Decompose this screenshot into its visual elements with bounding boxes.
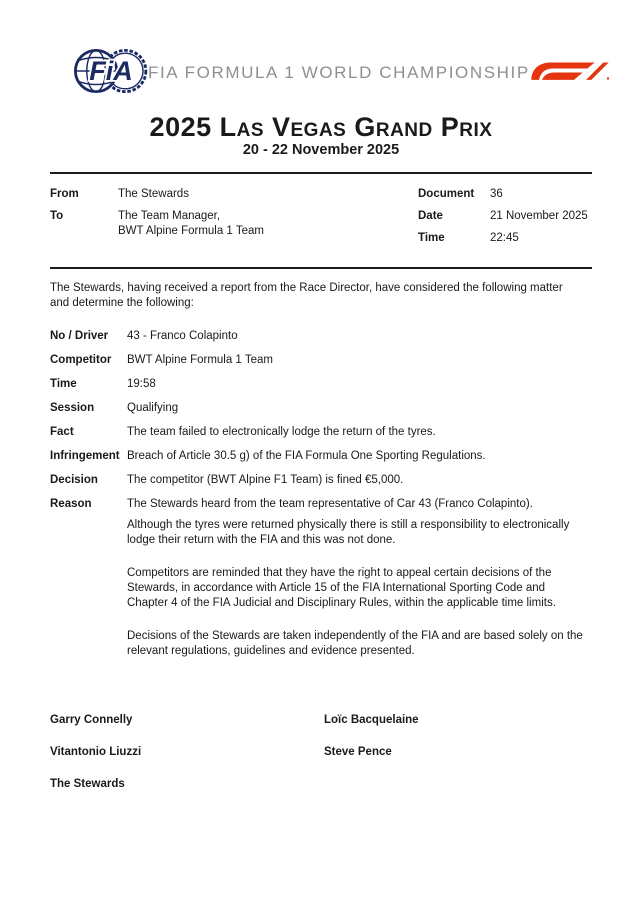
signature-collective: The Stewards — [50, 778, 125, 790]
date-label: Date — [418, 210, 443, 222]
detail-label: Fact — [50, 426, 74, 438]
decision-details — [50, 329, 592, 659]
detail-value: The team failed to electronically lodge the return of the tyres. — [127, 426, 436, 438]
signature-steward-1: Garry Connelly — [50, 714, 133, 726]
time-row — [418, 231, 592, 246]
meta-left-column — [50, 187, 418, 253]
detail-value: BWT Alpine Formula 1 Team — [127, 354, 273, 366]
signature-steward-4: Steve Pence — [324, 746, 392, 758]
independence-paragraph: Decisions of the Stewards are taken independently of the FIA and are based solely on the relevant regulations, guidelines and evidence presented. — [127, 630, 583, 657]
from-value: The Stewards — [118, 188, 189, 200]
event-title: 2025 Las Vegas Grand Prix — [149, 112, 493, 142]
fia-logo-icon — [74, 47, 148, 100]
appeal-rights-paragraph: Competitors are reminded that they have the right to appeal certain decisions of the Stewards, in accordance with Article 15 of the FIA International Sporting Code and Chapter 4 of the FIA Judicial and Disciplinary Rules, within the applicable time limits. — [127, 567, 556, 609]
detail-label: Session — [50, 402, 95, 414]
document-row — [418, 187, 592, 202]
detail-row-reason — [50, 497, 592, 659]
date-row — [418, 209, 592, 224]
detail-row-infringement — [50, 449, 592, 464]
intro-paragraph: The Stewards, having received a report from the Race Director, have considered the following matter and determine the following: — [50, 282, 563, 309]
event-dates: 20 - 22 November 2025 — [242, 142, 400, 158]
f1-logo-icon — [530, 57, 610, 89]
championship-title: FIA FORMULA 1 WORLD CHAMPIONSHIP — [148, 63, 530, 82]
from-row — [50, 187, 418, 202]
detail-value: Qualifying — [127, 402, 179, 414]
to-label: To — [50, 210, 64, 222]
detail-value: 43 - Franco Colapinto — [127, 330, 238, 342]
detail-row-fact — [50, 425, 592, 440]
detail-row-driver — [50, 329, 592, 344]
to-row — [50, 209, 418, 239]
signature-steward-3: Vitantonio Liuzzi — [50, 746, 142, 758]
signature-steward-2: Loïc Bacquelaine — [324, 714, 419, 726]
document-header — [50, 48, 592, 98]
meta-table — [50, 174, 592, 267]
detail-label: No / Driver — [50, 330, 109, 342]
reason-paragraph: Although the tyres were returned physically there is still a responsibility to electronically lodge their return with the FIA and this was not done. — [127, 519, 570, 546]
to-value-line1: The Team Manager, — [118, 210, 221, 222]
signature-block — [50, 713, 592, 792]
detail-label: Infringement — [50, 450, 120, 462]
detail-value: 19:58 — [127, 378, 156, 390]
detail-row-session — [50, 401, 592, 416]
signature-empty-cell — [324, 777, 592, 792]
document-label: Document — [418, 188, 475, 200]
detail-label: Competitor — [50, 354, 112, 366]
to-value — [118, 209, 418, 239]
from-label: From — [50, 188, 79, 200]
detail-row-competitor — [50, 353, 592, 368]
detail-value — [127, 497, 585, 659]
detail-row-decision — [50, 473, 592, 488]
detail-value: Breach of Article 30.5 g) of the FIA Formula One Sporting Regulations. — [127, 450, 486, 462]
reason-line-1: The Stewards heard from the team representative of Car 43 (Franco Colapinto). — [127, 498, 533, 510]
document-value: 36 — [490, 188, 503, 200]
detail-label: Time — [50, 378, 77, 390]
divider-bottom — [50, 267, 592, 269]
time-label: Time — [418, 232, 445, 244]
detail-value: The competitor (BWT Alpine F1 Team) is fined €5,000. — [127, 474, 404, 486]
detail-label: Reason — [50, 498, 92, 510]
meta-right-column — [418, 187, 592, 253]
svg-text:FiA: FiA — [89, 55, 133, 86]
time-value: 22:45 — [490, 232, 519, 244]
to-value-line2: BWT Alpine Formula 1 Team — [118, 225, 264, 237]
detail-row-time — [50, 377, 592, 392]
detail-label: Decision — [50, 474, 98, 486]
date-value: 21 November 2025 — [490, 210, 588, 222]
